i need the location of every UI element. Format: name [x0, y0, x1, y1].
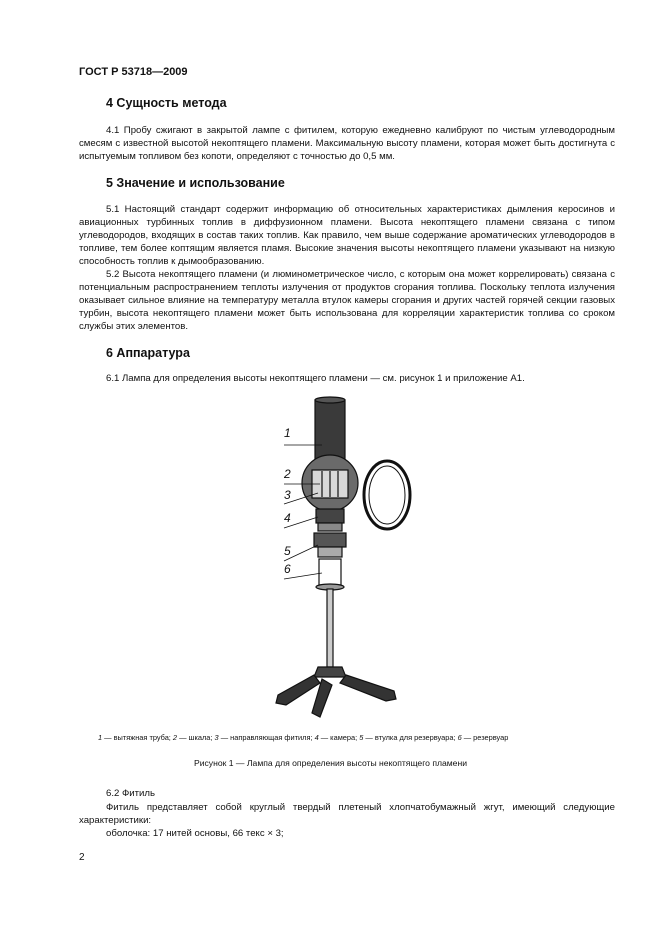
legend-text-2: — шкала; — [177, 733, 215, 742]
legend-text-6: — резервуар — [461, 733, 509, 742]
paragraph-5-2: 5.2 Высота некоптящего пламени (и люминометрическое число, с которым она может коррелировать) связана с потенциальным распространением теплоты излучения от продуктов сгорания топлива. Поскольку теплота излучения оказывает сильное влияние на температуру металла втулок камеры сгорания и других частей горячей секции газовых турбин, высота некоптящего пламени может быть использована для корреляции характеристик топлива со сроком службы этих элементов. — [79, 269, 615, 333]
paragraph-4-1: 4.1 Пробу сжигают в закрытой лампе с фитилем, которую ежедневно калибруют по чистым углеводородным смесям с известной высотой некоптящего пламени. Максимальную высоту пламени, которая может быть достигнута с испытуемым топливом без копоти, определяют с точностью до 0,5 мм. — [79, 125, 615, 163]
chimney-shape — [315, 400, 345, 460]
smoke-point-lamp-figure — [270, 395, 420, 725]
figure-label-1: 1 — [284, 426, 291, 440]
figure-label-3: 3 — [284, 488, 291, 502]
figure-caption: Рисунок 1 — Лампа для определения высоты некоптящего пламени — [193, 758, 468, 768]
figure-label-5: 5 — [284, 544, 291, 558]
paragraph-5-1: 5.1 Настоящий стандарт содержит информацию об относительных характеристиках дымления керосинов и авиационных турбинных топлив в диффузионном пламени. Высота некоптящего пламени связана с типом углеводородов, входящих в состав таких топлив. Как правило, чем выше содержание ароматических углеводородов в топливе, тем более коптящим является пламя. Высокие значения высоты некоптящего пламени указывают на низкую способность топлив к дымообразованию. — [79, 204, 615, 268]
legend-text-1: — вытяжная труба; — [102, 733, 173, 742]
section-4-heading: 4 Сущность метода — [106, 96, 227, 110]
section-6-2-title: 6.2 Фитиль — [106, 788, 156, 799]
figure-label-6: 6 — [284, 562, 291, 576]
section-5-heading: 5 Значение и использование — [106, 176, 285, 190]
legend-num-5: 5 — [359, 733, 364, 742]
legend-num-6: 6 — [457, 733, 462, 742]
sleeve-shape — [314, 533, 346, 547]
legend-text-3: — направляющая фитиля; — [218, 733, 315, 742]
lamp-drawing — [270, 395, 420, 725]
legend-num-2: 2 — [172, 733, 178, 742]
legend-text-4: — камера; — [318, 733, 360, 742]
legend-num-4: 4 — [314, 733, 319, 742]
section-6-heading: 6 Аппаратура — [106, 346, 190, 360]
paragraph-6-1: 6.1 Лампа для определения высоты некоптящего пламени — см. рисунок 1 и приложение А1. — [106, 373, 525, 384]
reservoir-shape — [319, 559, 341, 585]
paragraph-6-2-b: оболочка: 17 нитей основы, 66 текс × 3; — [106, 828, 284, 839]
figure-label-4: 4 — [284, 511, 291, 525]
standard-number: ГОСТ Р 53718—2009 — [79, 66, 188, 78]
legend-num-3: 3 — [214, 733, 219, 742]
page-number: 2 — [79, 852, 85, 863]
figure-label-2: 2 — [284, 467, 291, 481]
legend-text-5: — втулка для резервуара; — [363, 733, 458, 742]
figure-legend — [98, 733, 598, 742]
legend-num-1: 1 — [98, 733, 103, 742]
paragraph-6-2-a: Фитиль представляет собой круглый твердый плетеный хлопчатобумажный жгут, имеющий следующие характеристики: — [79, 802, 615, 827]
